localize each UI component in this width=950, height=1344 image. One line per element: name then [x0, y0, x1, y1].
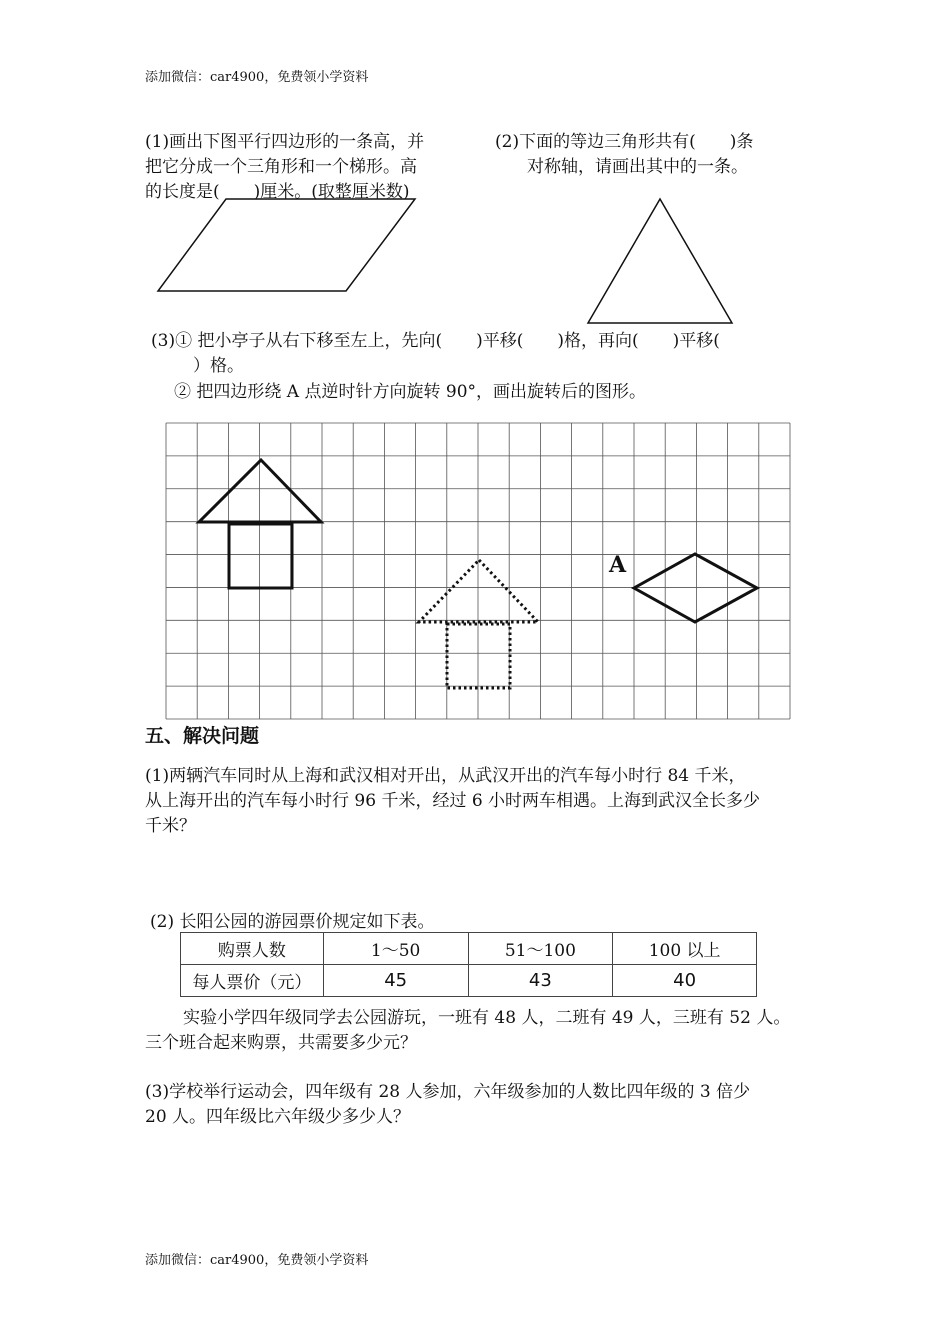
- p2-intro: (2) 长阳公园的游园票价规定如下表。: [150, 912, 435, 932]
- q3-line-1: (3)① 把小亭子从右下移至左上，先向( )平移( )格，再向( )平移(: [151, 326, 720, 351]
- table-cell: 45: [323, 965, 468, 997]
- q2-line-1: (2)下面的等边三角形共有( )条: [495, 132, 754, 152]
- table-row-label: 每人票价（元）: [181, 965, 324, 997]
- pavilion-bottom-roof: [419, 560, 538, 622]
- point-a-label: A: [609, 552, 627, 578]
- table-row: [181, 965, 757, 997]
- p1-line-2: 从上海开出的汽车每小时行 96 千米，经过 6 小时两车相遇。上海到武汉全长多少: [145, 791, 761, 811]
- table-cell: 40: [613, 965, 757, 997]
- page-footer: 添加微信：car4900，免费领小学资料: [145, 1253, 369, 1268]
- section-title: 五、解决问题: [145, 725, 260, 747]
- rhombus-figure: [634, 554, 757, 622]
- pavilion-bottom-body: [447, 624, 510, 688]
- table-header-cell: 购票人数: [181, 933, 324, 965]
- grid-lines: [166, 423, 790, 719]
- table-row: [181, 933, 757, 965]
- q3-line-3: ② 把四边形绕 A 点逆时针方向旋转 90°，画出旋转后的图形。: [174, 382, 647, 402]
- p2-line-2: 三个班合起来购票，共需要多少元？: [145, 1033, 417, 1053]
- q3-line-2: ）格。: [193, 356, 244, 376]
- p1-line-3: 千米？: [145, 816, 196, 836]
- table-header-cell: 1～50: [323, 933, 468, 965]
- p1-line-1: (1)两辆汽车同时从上海和武汉相对开出，从武汉开出的汽车每小时行 84 千米，: [145, 766, 746, 786]
- ticket-price-table: [180, 932, 757, 997]
- page-header: 添加微信：car4900，免费领小学资料: [145, 70, 369, 85]
- table-cell: 43: [468, 965, 613, 997]
- p2-line-1: 实验小学四年级同学去公园游玩，一班有 48 人，二班有 49 人，三班有 52 人。: [183, 1008, 791, 1028]
- q2-line-2: 对称轴，请画出其中的一条。: [527, 157, 748, 177]
- p3-line-2: 20 人。四年级比六年级少多少人？: [145, 1107, 411, 1127]
- q1-line-2: 把它分成一个三角形和一个梯形。高: [145, 157, 417, 177]
- p3-line-1: (3)学校举行运动会，四年级有 28 人参加，六年级参加的人数比四年级的 3 倍少: [145, 1082, 751, 1102]
- q1-line-1: (1)画出下图平行四边形的一条高，并: [145, 132, 425, 152]
- pavilion-top-body: [229, 524, 292, 588]
- q1-line-3: 的长度是( )厘米。(取整厘米数): [145, 182, 410, 202]
- table-header-cell: 100 以上: [613, 933, 757, 965]
- table-header-cell: 51～100: [468, 933, 613, 965]
